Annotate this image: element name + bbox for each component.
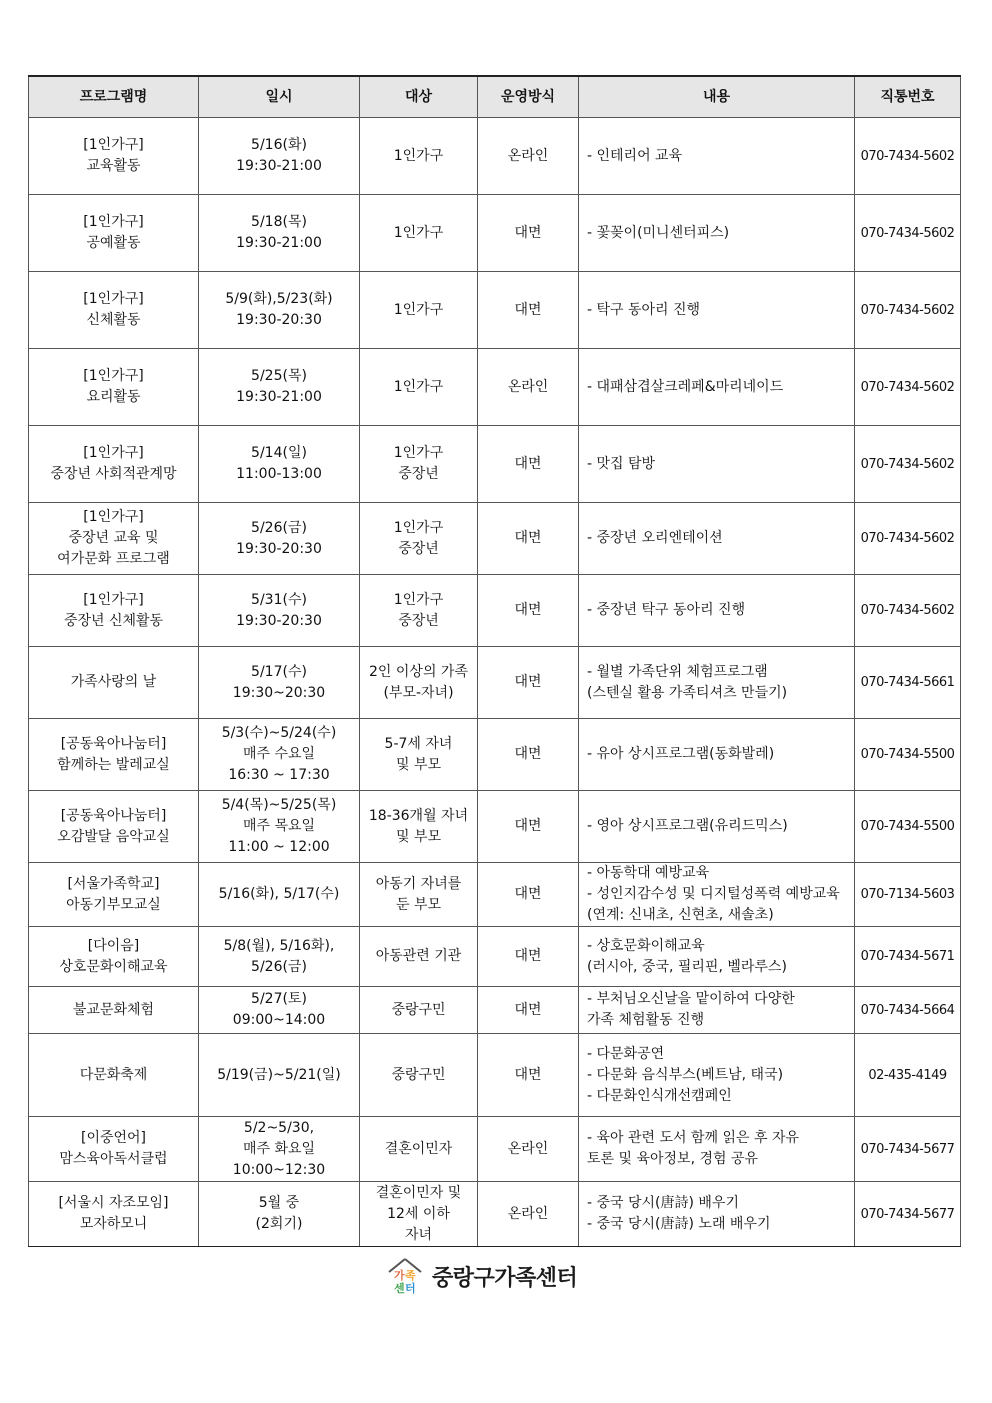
cell-line: 매주 수요일 [242,746,316,762]
content-cell [579,118,855,195]
cell-line: 요리활동 [86,389,141,405]
content-cell [579,987,855,1034]
target-cell [360,1117,478,1182]
target-cell [360,719,478,791]
date-cell [199,987,360,1034]
phone-cell: 070-7434-5602 [855,426,961,503]
program-schedule-table [28,75,961,1247]
program-cell [29,791,199,863]
program-cell [29,575,199,647]
phone-cell: 070-7434-5602 [855,503,961,575]
target-cell [360,647,478,719]
svg-text:센: 센 [394,1282,405,1295]
svg-text:족: 족 [405,1269,416,1282]
content-line: - 인테리어 교육 [587,147,683,164]
content-line: - 탁구 동아리 진행 [587,301,701,318]
cell-line: 5/26(금) [251,519,307,536]
date-cell [199,272,360,349]
cell-line: 18-36개월 자녀 [368,807,469,824]
cell-line: 1인가구 [393,445,444,461]
cell-line: 5/18(목) [251,214,307,230]
date-cell [199,349,360,426]
cell-line: 5/2~5/30, [243,1119,315,1136]
target-cell [360,987,478,1034]
content-line: - 중국 당시(唐詩) 배우기 [587,1195,739,1211]
program-cell [29,863,199,927]
cell-line: 모자하모니 [79,1216,148,1232]
target-cell [360,575,478,647]
cell-line: 5/27(토) [251,991,307,1007]
mode-cell: 온라인 [478,1182,579,1247]
content-line: - 월별 가족단위 체험프로그램 [587,663,768,680]
cell-line: 결혼이민자 [384,1140,453,1157]
program-cell [29,195,199,272]
content-line: 토론 및 육아정보, 경험 공유 [587,1151,759,1167]
phone-cell: 070-7434-5500 [855,719,961,791]
phone-cell: 070-7434-5677 [855,1117,961,1182]
svg-text:터: 터 [405,1282,416,1295]
date-cell [199,863,360,927]
program-cell [29,987,199,1034]
phone-cell: 070-7434-5500 [855,791,961,863]
cell-line: 1인가구 [393,224,444,241]
header-program: 프로그램명 [29,76,199,118]
cell-line: 맘스육아독서클럽 [59,1151,168,1167]
content-cell [579,719,855,791]
cell-line: 5-7세 자녀 [384,735,453,752]
header-target: 대상 [360,76,478,118]
cell-line: [다이음] [87,937,140,954]
content-cell [579,272,855,349]
center-name: 중랑구가족센터 [432,1265,578,1291]
phone-cell: 070-7434-5602 [855,272,961,349]
content-line: - 중장년 탁구 동아리 진행 [587,602,746,618]
table-row [29,349,961,426]
cell-line: 여가문화 프로그램 [57,551,170,567]
content-cell [579,927,855,987]
mode-cell: 대면 [478,791,579,863]
phone-cell: 070-7434-5602 [855,575,961,647]
content-cell [579,575,855,647]
date-cell [199,503,360,575]
cell-line: [1인가구] [83,291,144,307]
target-cell [360,349,478,426]
cell-line: [1인가구] [83,445,144,461]
cell-line: 둔 부모 [395,896,442,913]
cell-line: 12세 이하 [387,1205,450,1222]
target-cell [360,927,478,987]
cell-line: 5/9(화),5/23(화) [225,291,333,307]
content-cell [579,863,855,927]
phone-cell: 070-7134-5603 [855,863,961,927]
cell-line: 가족사랑의 날 [70,674,157,690]
table-row [29,1034,961,1117]
content-cell [579,647,855,719]
cell-line: 중랑구민 [391,1066,446,1083]
target-cell [360,1034,478,1117]
date-cell [199,575,360,647]
mode-cell: 대면 [478,195,579,272]
cell-line: 5월 중 [258,1195,300,1211]
header-mode: 운영방식 [478,76,579,118]
cell-line: 아동관련 기관 [375,948,462,964]
mode-cell: 온라인 [478,1117,579,1182]
content-cell [579,791,855,863]
date-cell [199,791,360,863]
date-cell [199,719,360,791]
mode-cell: 대면 [478,426,579,503]
cell-line: 자녀 [404,1226,433,1243]
cell-line: 매주 화요일 [242,1140,316,1157]
target-cell [360,1182,478,1247]
table-row [29,195,961,272]
content-line: - 육아 관련 도서 함께 읽은 후 자유 [587,1130,800,1146]
content-cell [579,1034,855,1117]
target-cell [360,118,478,195]
cell-line: 중장년 [398,612,439,629]
program-cell [29,927,199,987]
content-line: - 다문화공연 [587,1045,665,1062]
content-line: (러시아, 중국, 필리핀, 벨라루스) [587,958,787,975]
cell-line: [서울시 자조모임] [58,1195,169,1211]
content-line: - 다문화인식개선캠페인 [587,1087,732,1104]
content-line: - 대패삼겹살크레페&마리네이드 [587,378,784,395]
cell-line: 중장년 사회적관계망 [50,466,177,482]
program-cell [29,118,199,195]
footer-brand [386,1256,577,1296]
content-line: - 중장년 오리엔테이션 [587,530,723,546]
table-row [29,927,961,987]
phone-cell: 070-7434-5661 [855,647,961,719]
cell-line: (2회기) [255,1216,303,1232]
target-cell [360,503,478,575]
cell-line: 1인가구 [393,519,444,536]
table-row [29,426,961,503]
table-row [29,647,961,719]
phone-cell: 070-7434-5677 [855,1182,961,1247]
cell-line: 11:00-13:00 [236,466,322,482]
cell-line: 함께하는 발레교실 [57,756,170,773]
cell-line: 5/31(수) [251,591,307,608]
content-line: 가족 체험활동 진행 [587,1012,705,1028]
content-cell [579,426,855,503]
table-row [29,987,961,1034]
content-line: - 영아 상시프로그램(유리드믹스) [587,818,788,834]
cell-line: [1인가구] [83,509,144,525]
content-line: - 맛집 탐방 [587,455,656,472]
cell-line: [공동육아나눔터] [60,807,167,824]
cell-line: 교육활동 [86,158,141,174]
content-line: - 중국 당시(唐詩) 노래 배우기 [587,1216,771,1232]
program-cell [29,272,199,349]
cell-line: 5/8(월), 5/16화), [223,937,335,954]
header-date: 일시 [199,76,360,118]
cell-line: 10:00~12:30 [232,1161,326,1178]
cell-line: 결혼이민자 및 [375,1184,462,1201]
phone-cell: 070-7434-5602 [855,195,961,272]
program-cell [29,647,199,719]
date-cell [199,1182,360,1247]
cell-line: [1인가구] [83,137,144,153]
phone-cell: 070-7434-5602 [855,349,961,426]
cell-line: 5/16(화) [251,137,307,153]
target-cell [360,195,478,272]
cell-line: [1인가구] [83,368,144,384]
content-cell [579,1182,855,1247]
date-cell [199,195,360,272]
program-cell [29,719,199,791]
cell-line: 매주 목요일 [242,818,316,834]
mode-cell: 대면 [478,719,579,791]
mode-cell: 대면 [478,647,579,719]
cell-line: 불교문화체험 [72,1001,155,1018]
date-cell [199,927,360,987]
cell-line: 다문화축제 [79,1066,148,1083]
cell-line: 중장년 [398,466,439,482]
mode-cell: 온라인 [478,349,579,426]
cell-line: 09:00~14:00 [232,1012,326,1028]
mode-cell: 대면 [478,575,579,647]
cell-line: [1인가구] [83,214,144,230]
phone-cell: 02-435-4149 [855,1034,961,1117]
cell-line: 5/14(일) [251,445,307,461]
content-line: - 다문화 음식부스(베트남, 태국) [587,1066,784,1083]
content-line: (스텐실 활용 가족티셔츠 만들기) [587,684,788,701]
cell-line: 중장년 교육 및 [68,530,159,546]
table-row [29,719,961,791]
table-row [29,575,961,647]
cell-line: 19:30-20:30 [236,312,322,328]
cell-line: 5/19(금)~5/21(일) [217,1066,341,1083]
cell-line: 중장년 신체활동 [63,612,164,629]
cell-line: 아동기 자녀를 [375,875,462,892]
phone-cell: 070-7434-5671 [855,927,961,987]
date-cell [199,118,360,195]
cell-line: [공동육아나눔터] [60,735,167,752]
mode-cell: 대면 [478,863,579,927]
cell-line: 5/25(목) [251,368,307,384]
cell-line: 2인 이상의 가족 [369,663,468,680]
header-content: 내용 [579,76,855,118]
cell-line: 5/17(수) [251,663,307,680]
cell-line: 중랑구민 [391,1001,446,1018]
table-row [29,272,961,349]
cell-line: 1인가구 [393,378,444,395]
target-cell [360,791,478,863]
cell-line: 1인가구 [393,301,444,318]
cell-line: [서울가족학교] [67,875,160,892]
content-line: - 부처님오신날을 맡이하여 다양한 [587,991,795,1007]
program-cell [29,503,199,575]
content-line: - 상호문화이해교육 [587,937,705,954]
family-center-logo [386,1257,424,1295]
cell-line: 신체활동 [86,312,141,328]
table-row [29,503,961,575]
target-cell [360,272,478,349]
program-cell [29,1117,199,1182]
date-cell [199,1034,360,1117]
cell-line: 및 부모 [395,828,442,845]
content-line: - 아동학대 예방교육 [587,865,710,881]
cell-line: (부모-자녀) [383,684,454,701]
program-cell [29,1182,199,1247]
table-row [29,118,961,195]
mode-cell: 대면 [478,503,579,575]
mode-cell: 대면 [478,272,579,349]
cell-line: 16:30 ~ 17:30 [228,767,330,783]
cell-line: 중장년 [398,540,439,557]
header-phone: 직통번호 [855,76,961,118]
table-row [29,1182,961,1247]
cell-line: 5/26(금) [251,958,307,975]
cell-line: 오감발달 음악교실 [57,828,170,845]
cell-line: [이중언어] [80,1130,147,1146]
cell-line: 19:30-20:30 [236,612,322,629]
content-cell [579,195,855,272]
cell-line: 5/4(목)~5/25(목) [221,797,337,813]
program-cell [29,426,199,503]
cell-line: 5/16(화), 5/17(수) [218,886,340,902]
cell-line: 상호문화이해교육 [59,958,168,975]
cell-line: 5/3(수)~5/24(수) [221,725,337,741]
program-cell [29,1034,199,1117]
content-line: - 유아 상시프로그램(동화발레) [587,746,775,762]
target-cell [360,863,478,927]
cell-line: 1인가구 [393,591,444,608]
content-cell [579,503,855,575]
cell-line: 19:30-21:00 [236,389,322,405]
cell-line: 19:30-21:00 [236,235,322,251]
content-line: (연계: 신내초, 신현초, 새솔초) [587,907,774,923]
date-cell [199,426,360,503]
mode-cell: 온라인 [478,118,579,195]
cell-line: 11:00 ~ 12:00 [228,839,330,855]
phone-cell: 070-7434-5602 [855,118,961,195]
table-row [29,791,961,863]
table-header-row [29,76,961,118]
target-cell [360,426,478,503]
table-row [29,863,961,927]
content-cell [579,349,855,426]
content-line: - 꽃꽂이(미니센터피스) [587,224,730,241]
mode-cell: 대면 [478,987,579,1034]
table-row [29,1117,961,1182]
svg-text:가: 가 [394,1269,405,1282]
cell-line: 및 부모 [395,756,442,773]
content-line: - 성인지감수성 및 디지털성폭력 예방교육 [587,886,840,902]
cell-line: 19:30-20:30 [236,540,322,557]
program-cell [29,349,199,426]
cell-line: 19:30~20:30 [232,684,326,701]
cell-line: [1인가구] [83,591,144,608]
cell-line: 1인가구 [393,147,444,164]
date-cell [199,1117,360,1182]
cell-line: 아동기부모교실 [66,896,161,913]
phone-cell: 070-7434-5664 [855,987,961,1034]
mode-cell: 대면 [478,1034,579,1117]
cell-line: 공예활동 [86,235,141,251]
mode-cell: 대면 [478,927,579,987]
cell-line: 19:30-21:00 [236,158,322,174]
content-cell [579,1117,855,1182]
date-cell [199,647,360,719]
